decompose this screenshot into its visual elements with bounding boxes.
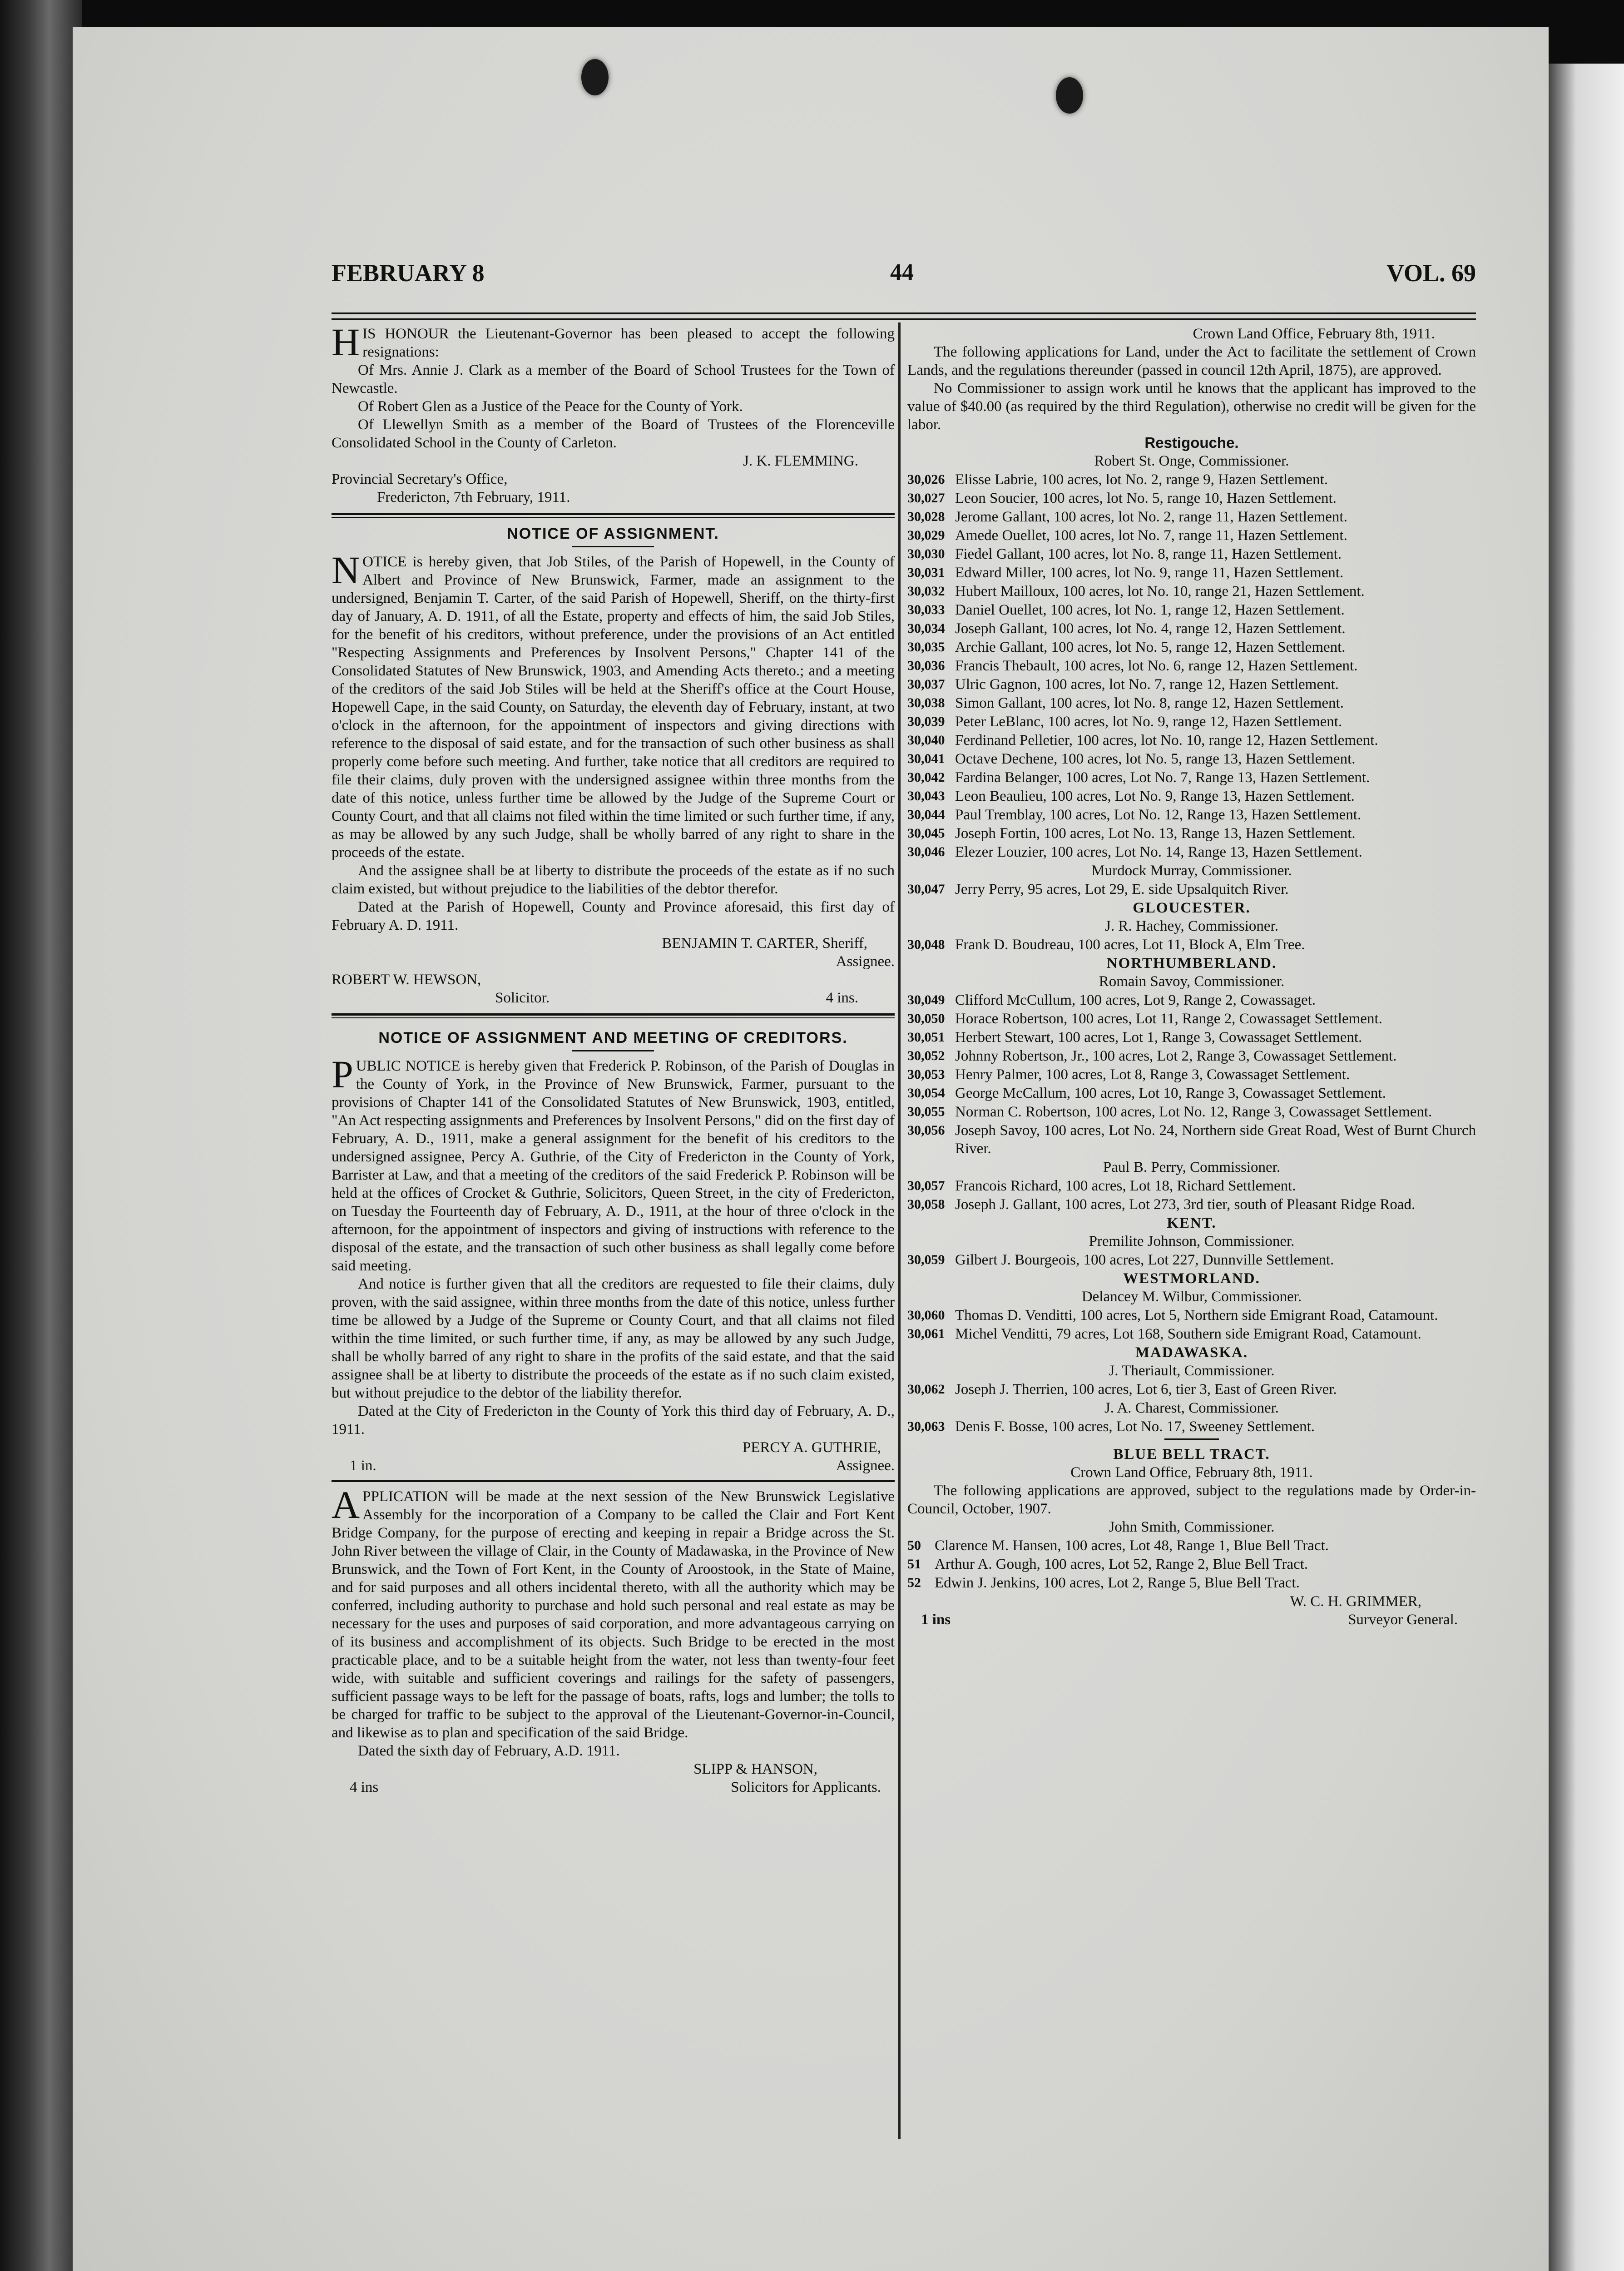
crown-land-notice [907,325,1476,1436]
entry-number: 30,056 [907,1123,945,1138]
blue-bell-entry [907,1574,1476,1592]
county-heading: KENT. [1167,1215,1217,1231]
entry-text: Joseph J. Therrien, 100 acres, Lot 6, tier 3, East of Green River. [955,1381,1337,1398]
entry-number: 30,044 [907,807,945,822]
land-entry [907,1177,1476,1195]
land-entry [907,769,1476,787]
entry-text: Clifford McCullum, 100 acres, Lot 9, Range 2, Cowassaget. [955,992,1316,1008]
entry-number: 30,057 [907,1178,945,1193]
land-entry [907,601,1476,619]
land-entry [907,1195,1476,1214]
resignations-notice [332,320,895,506]
land-entry [907,638,1476,656]
entry-number: 30,031 [907,565,945,580]
entry-text: Horace Robertson, 100 acres, Lot 11, Range 2, Cowassaget Settlement. [955,1011,1382,1027]
land-entry [907,526,1476,545]
entry-text: Joseph Savoy, 100 acres, Lot No. 24, Northern side Great Road, West of Burnt Church River. [955,1122,1476,1157]
land-entry [907,657,1476,675]
entry-text: Peter LeBlanc, 100 acres, lot No. 9, range 12, Hazen Settlement. [955,714,1342,730]
assignment-ins: 4 ins. [826,990,858,1006]
resignations-place-date: Fredericton, 7th February, 1911. [377,489,570,506]
blue-bell-office-date: Crown Land Office, February 8th, 1911. [1070,1464,1313,1481]
county-heading: GLOUCESTER. [1133,900,1251,916]
assignment-dated: Dated at the Parish of Hopewell, County and Province aforesaid, this first day of February A. D. 1911. [332,899,895,933]
commissioner-line: Paul B. Perry, Commissioner. [1103,1159,1281,1175]
land-entry [907,489,1476,507]
entry-text: Joseph Fortin, 100 acres, Lot No. 13, Range 13, Hazen Settlement. [955,825,1356,842]
blue-bell-entry [907,1555,1476,1573]
blue-bell-entries [907,1537,1476,1592]
left-column [332,320,895,1796]
land-entry [907,1251,1476,1269]
entry-text: Ferdinand Pelletier, 100 acres, lot No. 10, range 12, Hazen Settlement. [955,732,1378,749]
land-entry [907,620,1476,638]
entry-number: 30,058 [907,1197,945,1212]
entry-number: 30,062 [907,1382,945,1397]
bridge-application-notice [332,1483,895,1796]
entry-text: Thomas D. Venditti, 100 acres, Lot 5, Northern side Emigrant Road, Catamount. [955,1307,1438,1324]
land-entry [907,1306,1476,1324]
entry-text: Herbert Stewart, 100 acres, Lot 1, Range 3, Cowassaget Settlement. [955,1029,1362,1046]
entry-text: Fiedel Gallant, 100 acres, lot No. 8, range 11, Hazen Settlement. [955,546,1342,562]
entry-number: 30,040 [907,733,945,748]
land-entry [907,1010,1476,1028]
land-entry [907,694,1476,712]
entry-text: Arthur A. Gough, 100 acres, Lot 52, Range 2, Blue Bell Tract. [935,1556,1308,1572]
section-rule [1164,1438,1219,1440]
commissioner-line: Delancey M. Wilbur, Commissioner. [1081,1289,1302,1305]
section-rule [332,1013,895,1018]
crown-land-note: No Commissioner to assign work until he knows that the applicant has improved to the value of $40.00 (as required by the third Regulation), otherwise no credit will be given for the labor. [907,380,1476,433]
section-rule [332,513,895,518]
resignations-signer: J. K. FLEMMING. [743,453,858,469]
entry-text: Elezer Louzier, 100 acres, Lot No. 14, Range 13, Hazen Settlement. [955,844,1362,860]
assignment-signer-role: Assignee. [836,953,895,970]
punch-hole [581,59,609,95]
entry-text: Archie Gallant, 100 acres, lot No. 5, range 12, Hazen Settlement. [955,639,1346,655]
bridge-body: APPLICATION will be made at the next session of the New Brunswick Legislative Assembly for the incorporation of a Company to be called the Clair and Fort Kent Bridge Company, for the purpose of erecting and keeping in repair a Bridge across the St. John River between the village of Clair, in the County of Madawaska, in the Province of New Brunswick, and the Town of Fort Kent, in the County of Aroostook, in the State of Maine, and for said purposes and all others incidental thereto, with all the authority which may be conferred, including authority to purchase and hold such personal and real estate as may be necessary for the uses and purposes of said corporation, and more advantageous carrying on of its business and accomplishment of its objects. Such Bridge to be erected in the most practicable place, and to be a suitable height from the water, not less than twenty-four feet wide, with suitable and sufficient coverings and railings for the safety of passengers, sufficient passage ways to be left for the passage of boats, rafts, logs and lumber; the tolls to be charged for traffic to be subject to the approval of the Lieutenant-Governor-in-Council, and likewise as to plan and specification of the said Bridge. [332,1483,895,1741]
land-entry [907,1084,1476,1102]
entry-number: 30,050 [907,1011,945,1026]
assignment-solicitor: ROBERT W. HEWSON, [332,972,481,988]
crown-land-intro: The following applications for Land, under the Act to facilitate the settlement of Crown Lands, and the regulations thereunder (passed in council 12th April, 1875), are approved. [907,344,1476,378]
crown-land-groups [907,434,1476,1436]
land-entry [907,731,1476,749]
commissioner-line: Romain Savoy, Commissioner. [1099,973,1285,990]
crown-land-office-date: Crown Land Office, February 8th, 1911. [1193,326,1435,342]
entry-number: 30,038 [907,695,945,710]
entry-number: 30,059 [907,1252,945,1267]
land-entry [907,582,1476,600]
column-rule [898,322,901,2139]
resignations-office: Provincial Secretary's Office, [332,471,508,487]
assignment-meeting-signer: PERCY A. GUTHRIE, [743,1439,881,1456]
county-heading: WESTMORLAND. [1123,1270,1260,1287]
entry-number: 50 [907,1538,921,1553]
entry-number: 30,054 [907,1086,945,1101]
commissioner-line: J. A. Charest, Commissioner. [1104,1400,1279,1416]
assignment-notice [332,524,895,1007]
assignment-meeting-notice [332,1025,895,1475]
entry-text: Edwin J. Jenkins, 100 acres, Lot 2, Range 5, Blue Bell Tract. [935,1575,1300,1591]
land-entry [907,713,1476,731]
entry-number: 30,063 [907,1419,945,1434]
bridge-ins: 4 ins [350,1779,379,1795]
entry-text: George McCallum, 100 acres, Lot 10, Range 3, Cowassaget Settlement. [955,1085,1386,1101]
entry-text: Octave Dechene, 100 acres, lot No. 5, range 13, Hazen Settlement. [955,751,1356,767]
entry-number: 30,047 [907,882,945,897]
entry-number: 30,026 [907,472,945,487]
header-rule [332,312,1476,320]
entry-number: 30,052 [907,1048,945,1063]
entry-text: Francois Richard, 100 acres, Lot 18, Richard Settlement. [955,1178,1296,1194]
entry-text: Norman C. Robertson, 100 acres, Lot No. 12, Range 3, Cowassaget Settlement. [955,1104,1432,1120]
blue-bell-intro: The following applications are approved, subject to the regulations made by Order-in-Council, October, 1907. [907,1483,1476,1517]
assignment-meeting-signer-role: Assignee. [836,1458,895,1474]
entry-number: 30,029 [907,528,945,543]
entry-number: 30,033 [907,602,945,617]
land-entry [907,991,1476,1009]
entry-number: 30,048 [907,937,945,952]
entry-text: Elisse Labrie, 100 acres, lot No. 2, range 9, Hazen Settlement. [955,471,1328,488]
entry-number: 51 [907,1557,921,1572]
entry-number: 30,039 [907,714,945,729]
entry-text: Ulric Gagnon, 100 acres, lot No. 7, range 12, Hazen Settlement. [955,676,1339,693]
land-entry [907,936,1476,954]
entry-number: 30,053 [907,1067,945,1082]
resignation-item: Of Mrs. Annie J. Clark as a member of the Board of School Trustees for the Town of Newcastle. [332,362,895,397]
bridge-firm-role: Solicitors for Applicants. [731,1779,881,1795]
entry-text: Paul Tremblay, 100 acres, Lot No. 12, Range 13, Hazen Settlement. [955,807,1362,823]
entry-number: 30,061 [907,1326,945,1341]
entry-text: Leon Beaulieu, 100 acres, Lot No. 9, Range 13, Hazen Settlement. [955,788,1355,804]
commissioner-line: Premilite Johnson, Commissioner. [1089,1233,1295,1250]
land-entry [907,675,1476,694]
land-entry [907,508,1476,526]
land-entry [907,787,1476,805]
bridge-dated: Dated the sixth day of February, A.D. 1911. [358,1743,620,1759]
land-entry [907,471,1476,489]
county-heading: MADAWASKA. [1135,1344,1248,1361]
entry-number: 30,049 [907,992,945,1007]
commissioner-line: J. R. Hachey, Commissioner. [1105,918,1278,934]
entry-text: Johnny Robertson, Jr., 100 acres, Lot 2, Range 3, Cowassaget Settlement. [955,1048,1397,1064]
book-binding [0,0,82,2271]
entry-number: 30,042 [907,770,945,785]
resignations-intro: HIS HONOUR the Lieutenant-Governor has been pleased to accept the following resignations: [332,320,895,364]
assignment-signer: BENJAMIN T. CARTER, Sheriff, [662,935,867,952]
entry-text: Hubert Mailloux, 100 acres, lot No. 10, range 21, Hazen Settlement. [955,583,1365,600]
entry-number: 30,046 [907,844,945,859]
commissioner-line: Robert St. Onge, Commissioner. [1094,453,1289,469]
entry-text: Francis Thebault, 100 acres, lot No. 6, range 12, Hazen Settlement. [955,658,1358,674]
entry-text: Clarence M. Hansen, 100 acres, Lot 48, Range 1, Blue Bell Tract. [935,1537,1329,1554]
county-heading: Restigouche. [1144,434,1239,451]
punch-hole [1056,77,1083,114]
assignment-heading: NOTICE OF ASSIGNMENT. [507,525,719,542]
assignment-meeting-body-2: And notice is further given that all the creditors are requested to file their claims, duly proven, with the said assignee, within three months from the date of this notice, unless further time be allowed by a Judge of the Supreme or County Court, and that all claims not filed within the time limited, or such further time, if any, as may be allowed by any such Judge, shall be wholly barred of any right to share in the profits of the said estate, and that the said assignee shall be at liberty to distribute the proceeds of the estate as if no such claim existed, but without prejudice to the debtor of the liability therefor. [332,1276,895,1401]
entry-number: 30,036 [907,658,945,673]
section-rule [332,1480,895,1482]
entry-text: Gilbert J. Bourgeois, 100 acres, Lot 227, Dunnville Settlement. [955,1252,1334,1268]
blue-bell-ins: 1 ins [921,1612,951,1628]
assignment-meeting-dated: Dated at the City of Fredericton in the County of York this third day of February, A. D., 1911. [332,1403,895,1438]
entry-text: Fardina Belanger, 100 acres, Lot No. 7, Range 13, Hazen Settlement. [955,769,1370,786]
entry-number: 30,027 [907,491,945,506]
entry-text: Jerome Gallant, 100 acres, lot No. 2, range 11, Hazen Settlement. [955,509,1347,525]
entry-number: 30,030 [907,546,945,561]
assignment-body: NOTICE is hereby given, that Job Stiles, of the Parish of Hopewell, in the County of Albert and Province of New Brunswick, Farmer, made an assignment to the undersigned, Benjamin T. Carter, of the said Parish of Hopewell, Sheriff, on the thirty-first day of January, A. D. 1911, of all the Estate, property and effects of him, the said Job Stiles, for the benefit of his creditors, without preference, under the provisions of an Act entitled "Respecting Assignments and Preferences by Insolvent Persons," Chapter 141 of the Consolidated Statutes of New Brunswick, 1903, and Amending Acts thereto.; and a meeting of the creditors of the said Job Stiles will be held at the Sheriff's office at the Court House, Hopewell Cape, in the said County, on Saturday, the eleventh day of February, instant, at two o'clock in the afternoon, for the appointment of inspectors and giving directions with reference to the disposal of said estate, and for the transaction of such other business as shall properly come before such meeting. And further, take notice that all creditors are required to file their claims, duly proven with the undersigned assignee within three months from the date of this notice, unless further time be allowed by the Judge of the Supreme Court or County Court, and that all claims not filed within the time limited or such further time, if any, as may be allowed by any such Judge, shall be wholly barred of any right to share in the proceeds of the estate. [332,548,895,861]
land-entry [907,1325,1476,1343]
blue-bell-notice [907,1445,1476,1629]
header-date: FEBRUARY 8 [332,259,485,287]
volume-number: VOL. 69 [1386,259,1476,287]
blue-bell-signer: W. C. H. GRIMMER, [1290,1593,1421,1610]
land-entry [907,1103,1476,1121]
land-entry [907,1028,1476,1046]
entry-text: Joseph J. Gallant, 100 acres, Lot 273, 3rd tier, south of Pleasant Ridge Road. [955,1196,1416,1213]
entry-text: Simon Gallant, 100 acres, lot No. 8, range 12, Hazen Settlement. [955,695,1344,711]
entry-text: Joseph Gallant, 100 acres, lot No. 4, range 12, Hazen Settlement. [955,620,1346,637]
land-entry [907,824,1476,843]
land-entry [907,843,1476,861]
entry-number: 30,055 [907,1104,945,1119]
entry-number: 30,028 [907,509,945,524]
entry-text: Leon Soucier, 100 acres, lot No. 5, range 10, Hazen Settlement. [955,490,1337,506]
blue-bell-commissioner: John Smith, Commissioner. [1109,1519,1275,1535]
entry-text: Frank D. Boudreau, 100 acres, Lot 11, Block A, Elm Tree. [955,937,1305,953]
land-entry [907,545,1476,563]
blue-bell-entry [907,1537,1476,1555]
entry-number: 52 [907,1575,921,1590]
land-entry [907,1066,1476,1084]
entry-text: Henry Palmer, 100 acres, Lot 8, Range 3, Cowassaget Settlement. [955,1066,1350,1083]
land-entry [907,1047,1476,1065]
entry-number: 30,037 [907,677,945,692]
assignment-meeting-body: PUBLIC NOTICE is hereby given that Frederick P. Robinson, of the Parish of Douglas in the County of York, in the Province of New Brunswick, Farmer, pursuant to the provisions of Chapter 141 of the Consolidated Statutes of New Brunswick, 1903, entitled, "An Act respecting assignments and Preferences by Insolvent Persons," did on the first day of February, A. D., 1911, make a general assignment for the benefit of his creditors to the undersigned assignee, Percy A. Guthrie, of the City of Fredericton in the County of York, Barrister at Law, and that a meeting of the creditors of the said Frederick P. Robinson will be held at the offices of Crocket & Guthrie, Solicitors, Queen Street, in the city of Fredericton, on Tuesday the Fourteenth day of February, A. D., 1911, at the hour of three o'clock in the afternoon, for the appointment of inspectors and giving of instructions with reference to the disposal of the estate, and the transaction of such other business as shall legally come before said meeting. [332,1052,895,1274]
entry-number: 30,041 [907,751,945,766]
land-entry [907,1380,1476,1398]
land-entry [907,1121,1476,1158]
resignation-item: Of Llewellyn Smith as a member of the Board of Trustees of the Florenceville Consolidated School in the County of Carleton. [332,417,895,451]
entry-number: 30,060 [907,1308,945,1323]
entry-number: 30,043 [907,788,945,803]
entry-text: Michel Venditti, 79 acres, Lot 168, Southern side Emigrant Road, Catamount. [955,1326,1421,1342]
entry-number: 30,051 [907,1030,945,1045]
commissioner-line: J. Theriault, Commissioner. [1109,1363,1275,1379]
land-entry [907,880,1476,898]
blue-bell-signer-role: Surveyor General. [1348,1612,1458,1628]
entry-text: Edward Miller, 100 acres, lot No. 9, range 11, Hazen Settlement. [955,565,1344,581]
page-number: 44 [890,259,914,285]
right-column [907,325,1476,1629]
heading-rule [572,546,654,547]
assignment-body-2: And the assignee shall be at liberty to distribute the proceeds of the estate as if no such claim existed, but without prejudice to the liabilities of the debtor therefor. [332,863,895,897]
heading-rule [572,1050,654,1051]
resignation-item: Of Robert Glen as a Justice of the Peace for the County of York. [358,398,743,415]
land-entry [907,750,1476,768]
county-heading: NORTHUMBERLAND. [1106,955,1277,972]
land-entry [907,1418,1476,1436]
bridge-firm: SLIPP & HANSON, [693,1761,817,1777]
page-edge [1544,64,1624,2271]
land-entry [907,564,1476,582]
entry-text: Jerry Perry, 95 acres, Lot 29, E. side Upsalquitch River. [955,881,1289,897]
land-entry [907,806,1476,824]
blue-bell-heading: BLUE BELL TRACT. [1113,1446,1270,1463]
commissioner-line: Murdock Murray, Commissioner. [1091,863,1292,879]
assignment-meeting-heading: NOTICE OF ASSIGNMENT AND MEETING OF CREDITORS. [378,1029,848,1046]
entry-number: 30,034 [907,621,945,636]
entry-number: 30,035 [907,640,945,655]
assignment-solicitor-role: Solicitor. [495,990,550,1006]
entry-number: 30,045 [907,826,945,841]
entry-text: Denis F. Bosse, 100 acres, Lot No. 17, Sweeney Settlement. [955,1418,1315,1435]
entry-text: Daniel Ouellet, 100 acres, lot No. 1, range 12, Hazen Settlement. [955,602,1345,618]
entry-text: Amede Ouellet, 100 acres, lot No. 7, range 11, Hazen Settlement. [955,527,1347,544]
assignment-meeting-ins: 1 in. [350,1458,376,1474]
entry-number: 30,032 [907,584,945,599]
page-header [332,259,1476,295]
